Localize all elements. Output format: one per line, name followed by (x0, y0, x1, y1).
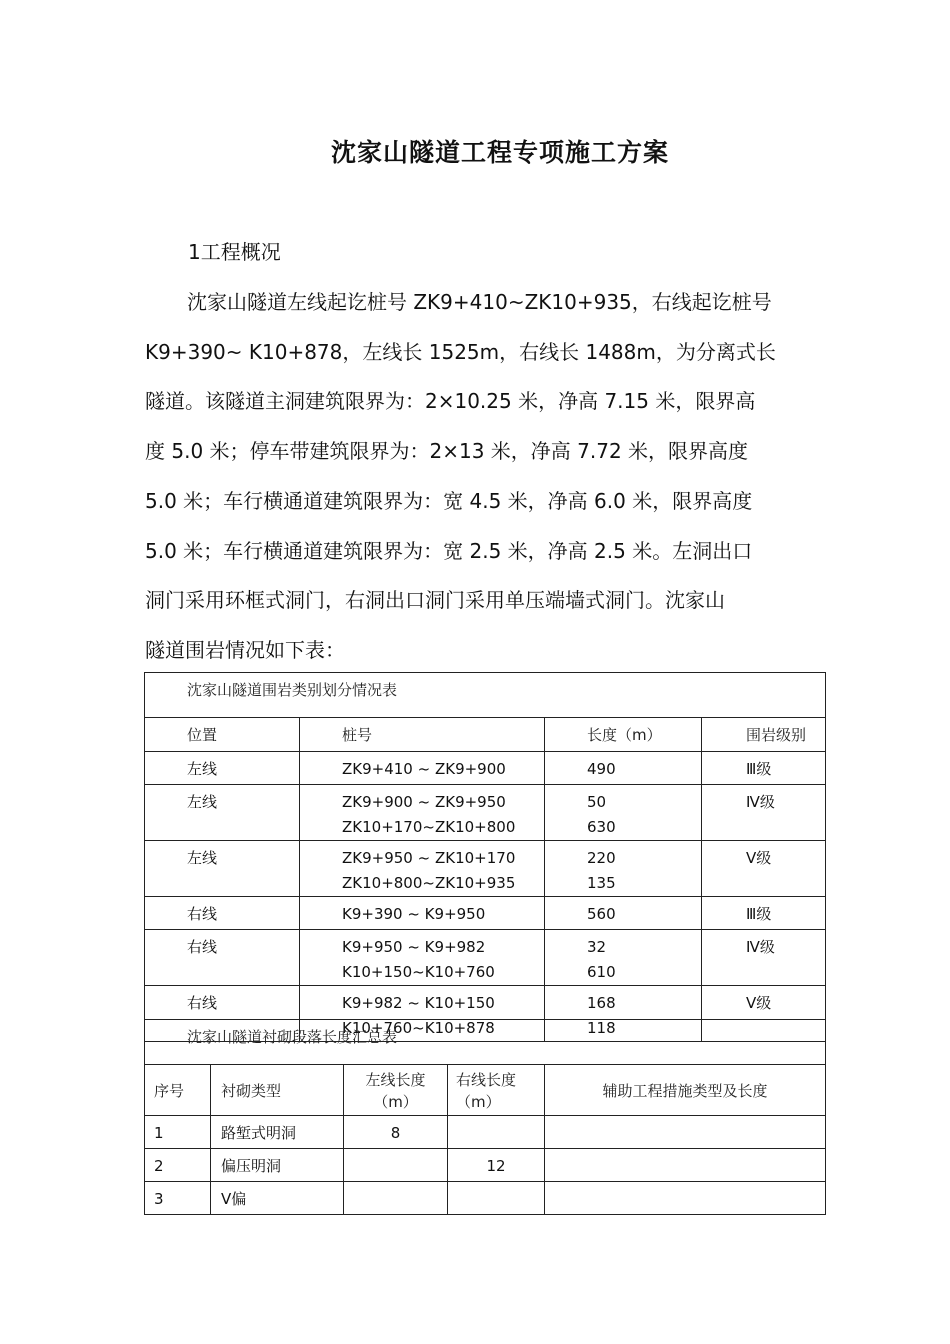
column-header: 右线长度 （m） (456, 1071, 517, 1111)
table-row (145, 1149, 826, 1182)
document-title: 沈家山隧道工程专项施工方案 (330, 138, 669, 167)
table-row (145, 785, 826, 841)
length-cell: 50 (587, 793, 607, 811)
left-length-cell (344, 1182, 447, 1187)
column-header: 围岩级别 (746, 726, 807, 744)
table-row (145, 897, 826, 930)
column-header: 长度（m） (587, 726, 662, 744)
left-length-cell: 8 (390, 1124, 401, 1142)
column-header: 位置 (187, 726, 218, 744)
right-length-cell (448, 1182, 544, 1187)
table-caption: 沈家山隧道围岩类别划分情况表 (145, 673, 826, 718)
lining-type-cell: 偏压明洞 (221, 1157, 282, 1175)
aux-measure-cell (545, 1149, 825, 1154)
length-cell: 32 (587, 938, 607, 956)
row-number-cell: 2 (154, 1157, 164, 1175)
lining-type-cell: 路堑式明洞 (221, 1124, 297, 1142)
grade-cell: Ⅴ级 (746, 849, 772, 867)
table-row (145, 1116, 826, 1149)
stake-cell: K9+950 ~ K9+982 (342, 938, 486, 956)
column-header: 衬砌类型 (221, 1081, 282, 1100)
rock-class-table (144, 672, 826, 1042)
stake-cell: ZK9+900 ~ ZK9+950 (342, 793, 506, 811)
column-header: 辅助工程措施类型及长度 (602, 1081, 768, 1100)
grade-cell: Ⅲ级 (746, 760, 772, 778)
overview-paragraph (145, 278, 810, 676)
position-cell: 右线 (187, 905, 218, 923)
stake-cell: K10+760~K10+878 (342, 1019, 495, 1037)
stake-cell: ZK10+170~ZK10+800 (342, 818, 516, 836)
length-cell: 135 (587, 874, 616, 892)
paragraph-line: K9+390~ K10+878，左线长 1525m，右线长 1488m，为分离式长 (145, 339, 776, 364)
length-cell: 560 (587, 905, 616, 923)
table-header-row (145, 718, 826, 752)
lining-type-cell: Ⅴ偏 (221, 1190, 247, 1208)
length-cell: 610 (587, 963, 616, 981)
right-length-cell (448, 1116, 544, 1121)
position-cell: 左线 (187, 849, 218, 867)
table-row (145, 930, 826, 986)
stake-cell: ZK10+800~ZK10+935 (342, 874, 516, 892)
paragraph-line: 5.0 米；车行横通道建筑限界为：宽 4.5 米，净高 6.0 米，限界高度 (145, 488, 753, 513)
length-cell: 630 (587, 818, 616, 836)
aux-measure-cell (545, 1116, 825, 1121)
section-heading: 1工程概况 (188, 240, 281, 264)
length-cell: 220 (587, 849, 616, 867)
left-length-cell (344, 1149, 447, 1154)
right-length-cell: 12 (486, 1157, 506, 1175)
grade-cell: Ⅳ级 (746, 938, 775, 956)
length-cell: 118 (587, 1019, 616, 1037)
position-cell: 右线 (187, 938, 218, 956)
stake-cell: K9+390 ~ K9+950 (342, 905, 486, 923)
grade-cell: Ⅲ级 (746, 905, 772, 923)
grade-cell: Ⅴ级 (746, 994, 772, 1012)
paragraph-line: 度 5.0 米；停车带建筑限界为：2×13 米，净高 7.72 米，限界高度 (145, 439, 749, 464)
paragraph-line: 5.0 米；车行横通道建筑限界为：宽 2.5 米，净高 2.5 米。左洞出口 (145, 538, 753, 563)
stake-cell: ZK9+950 ~ ZK10+170 (342, 849, 516, 867)
position-cell: 右线 (187, 994, 218, 1012)
row-number-cell: 1 (154, 1124, 164, 1142)
table-header-row (145, 1065, 826, 1116)
paragraph-line: 隧道。该隧道主洞建筑限界为：2×10.25 米，净高 7.15 米，限界高 (145, 389, 756, 414)
lining-summary-table (144, 1019, 826, 1215)
column-header: 序号 (154, 1081, 185, 1100)
table-row (145, 1182, 826, 1215)
paragraph-line: 洞门采用环框式洞门，右洞出口洞门采用单压端墙式洞门。沈家山 (145, 588, 725, 613)
paragraph-line: 沈家山隧道左线起讫桩号 ZK9+410~ZK10+935，右线起讫桩号 (187, 290, 772, 314)
length-cell: 168 (587, 994, 616, 1012)
stake-cell: K9+982 ~ K10+150 (342, 994, 495, 1012)
length-cell: 490 (587, 760, 616, 778)
table-row (145, 752, 826, 785)
grade-cell: Ⅳ级 (746, 793, 775, 811)
position-cell: 左线 (187, 793, 218, 811)
aux-measure-cell (545, 1182, 825, 1187)
table-caption: 沈家山隧道衬砌段落长度汇总表 (145, 1020, 826, 1065)
row-number-cell: 3 (154, 1190, 164, 1208)
position-cell: 左线 (187, 760, 218, 778)
paragraph-line: 隧道围岩情况如下表： (145, 637, 345, 662)
stake-cell: ZK9+410 ~ ZK9+900 (342, 760, 506, 778)
stake-cell: K10+150~K10+760 (342, 963, 495, 981)
column-header: 桩号 (342, 726, 373, 744)
table-row (145, 841, 826, 897)
column-header: 左线长度 （m） (365, 1071, 426, 1111)
